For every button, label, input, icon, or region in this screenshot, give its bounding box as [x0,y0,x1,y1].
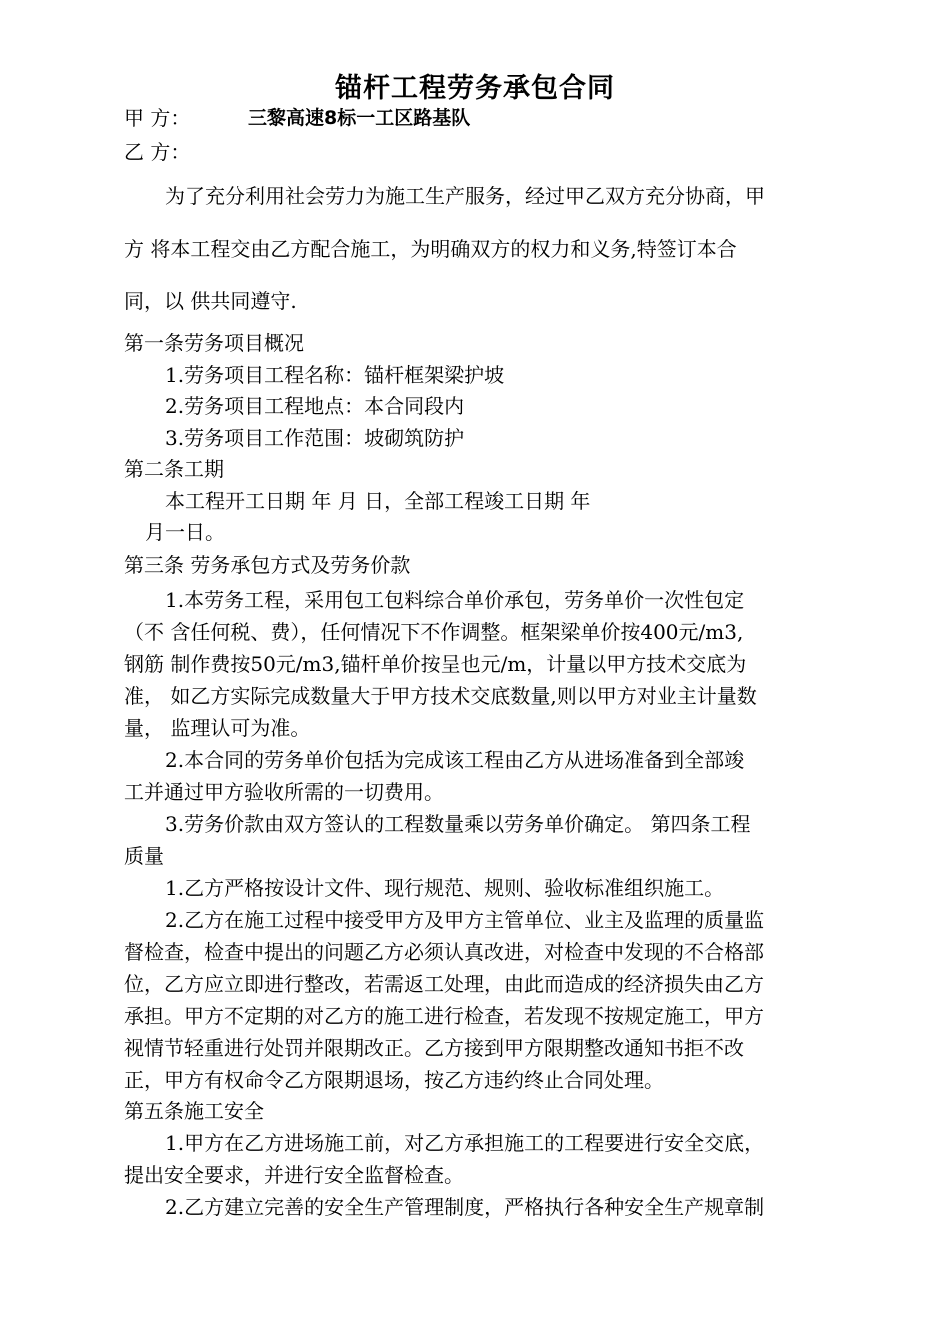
clause-line: 位，乙方应立即进行整改，若需返工处理，由此而造成的经济损失由乙方 [124,972,764,996]
preamble-line: 为了充分利用社会劳力为施工生产服务，经过甲乙双方充分协商，甲 [165,184,765,208]
clause-line: 2.劳务项目工程地点：本合同段内 [165,394,465,418]
clause-line: 3.劳务项目工作范围：坡砌筑防护 [165,426,465,450]
clause-line: 2.乙方在施工过程中接受甲方及甲方主管单位、业主及监理的质量监 [165,908,765,932]
clause-line: 1.乙方严格按设计文件、现行规范、规则、验收标准组织施工。 [165,876,725,900]
clause-line: 1.劳务项目工程名称：锚杆框架梁护坡 [165,363,505,387]
section-heading: 第五条施工安全 [124,1099,264,1123]
section-heading: 第三条 劳务承包方式及劳务价款 [124,553,411,577]
party-a-label: 甲 方： [124,106,191,130]
clause-line: 2.本合同的劳务单价包括为完成该工程由乙方从进场准备到全部竣 [165,748,745,772]
clause-line: 承担。甲方不定期的对乙方的施工进行检查，若发现不按规定施工，甲方 [124,1004,764,1028]
clause-line: 视情节轻重进行处罚并限期改正。乙方接到甲方限期整改通知书拒不改 [124,1036,744,1060]
preamble-line: 同，以 供共同遵守. [124,289,297,313]
section-heading: 第一条劳务项目概况 [124,331,304,355]
clause-line: 3.劳务价款由双方签认的工程数量乘以劳务单价确定。 第四条工程 [165,812,751,836]
section-heading: 质量 [124,844,164,868]
clause-line: 量， 监理认可为准。 [124,716,311,740]
clause-line: 督检查，检查中提出的问题乙方必须认真改进，对检查中发现的不合格部 [124,940,764,964]
clause-line: 正，甲方有权命令乙方限期退场，按乙方违约终止合同处理。 [124,1068,664,1092]
clause-line: 2.乙方建立完善的安全生产管理制度，严格执行各种安全生产规章制 [165,1195,765,1219]
clause-line: 本工程开工日期 年 月 日，全部工程竣工日期 年 [165,489,591,513]
clause-line: 1.甲方在乙方进场施工前，对乙方承担施工的工程要进行安全交底， [165,1131,765,1155]
clause-line: （不 含任何税、费），任何情况下不作调整。框架梁单价按400元/m3, [124,620,744,644]
clause-line: 钢筋 制作费按50元/m3,锚杆单价按呈也元/m，计量以甲方技术交底为 [124,652,747,676]
section-heading: 第二条工期 [124,457,224,481]
clause-line: 月一日。 [145,520,225,544]
preamble-line: 方 将本工程交由乙方配合施工，为明确双方的权力和义务,特签订本合 [124,237,737,261]
contract-title: 锚杆工程劳务承包合同 [335,73,615,104]
clause-line: 提出安全要求，并进行安全监督检查。 [124,1163,464,1187]
party-a-value: 三黎高速8标一工区路基队 [248,107,471,129]
party-b-label: 乙 方： [124,140,191,164]
clause-line: 1.本劳务工程，采用包工包料综合单价承包，劳务单价一次性包定 [165,588,745,612]
clause-line: 准， 如乙方实际完成数量大于甲方技术交底数量,则以甲方对业主计量数 [124,684,757,708]
clause-line: 工并通过甲方验收所需的一切费用。 [124,780,444,804]
